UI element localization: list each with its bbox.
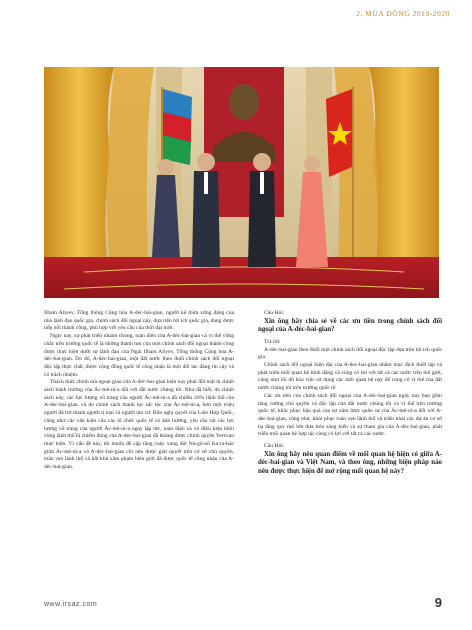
question-label: Câu Hỏi:	[264, 310, 285, 316]
paragraph: Các ưu tiên của chính sách đối ngoại của A-déc-bai-gian ngày nay bao gồm tăng cường chủ quyền và độc lập của đất nước chúng tôi và vị thế trên trường quốc tế, khắc phục hậu quả của sự xâm lược quân sự của Ác-mê-ni-a đối với A-déc-bai-gian, cũng như, khôi phục toàn vẹn lãnh thổ và triển khai các dự án cơ sở hạ tầng quy mô lớn dựa trên sáng kiến và sự tham gia của A-déc-bai-gian, phát triển mối quan hệ hợp tác cùng có lợi với tất cả các nước.	[258, 392, 442, 438]
answer-label: Trả lời:	[264, 338, 281, 345]
left-column	[44, 310, 234, 472]
page-number: 9	[434, 595, 442, 610]
right-column	[258, 310, 442, 477]
question-text: Xin ông hãy nêu quan điểm về mối quan hệ hiện có giữa A-déc-bai-gian và Việt Nam, và theo ông, những biện pháp nào nên được thực hiện để mở rộng mối quan hệ này?	[258, 450, 442, 475]
paragraph: A-déc-bai-gian theo đuổi một chính sách đối ngoại độc lập dựa trên lợi ích quốc gia.	[258, 346, 442, 361]
question-text: Xin ông hãy chia sẻ về các ưu tiên trong chính sách đối ngoại của A-déc-bai-gian?	[258, 317, 442, 334]
paragraph: Thách thức chính mà ngoại giao của A-déc-bai-gian hiện nay phải đối mặt là chính sách bành trướng của Ác-mê-ni-a đối với đất nước chúng tôi. Như đã biết, do chính sách này, các lực lượng vũ trang của người Ác-mê-ni-a đã chiếm 20% lãnh thổ của A-déc-bai-gian, và do chính sách thanh lọc sắc tộc của Ác-mê-ni-a, hơn một triệu người đã trở thành người tị nạn và người tản cư. Bốn nghị quyết của Liên Hợp Quốc, cũng như các văn kiện của các tổ chức quốc tế có ảnh hưởng, yêu cầu rút các lực lượng vũ trang của người Ác-mê-ni-a ngay lập tức, toàn diện và vô điều kiện khỏi vùng lãnh thổ bị chiếm đóng của A-déc-bai-gian đã không được chính quyền Yerevan thực hiện. Vì vấn đề này, tôi muốn đề cập rằng cuộc xung đột Na-gô-nô Ka-ra-bác giữa Ác-mê-ni-a và A-déc-bai-gian chỉ nên được giải quyết trên cơ sở chủ quyền, toàn vẹn lãnh thổ và bất khả xâm phạm biên giới đã được quốc tế công nhận của A-déc-bai-gian.	[44, 379, 234, 471]
paragraph: Ngày nay, sự phát triển nhanh chóng, toàn diện của A-déc-bai-gian và vị thế vững chắc trên trường quốc tế là những thành tựu của một chính sách đối ngoại thành công được thực hiện dưới sự lãnh đạo của Ngài Ilham Aliyev, Tổng thống Cộng hòa A-déc-bai-gian. Do đó, A-déc-bai-gian, một đất nước theo đuổi chính sách đối ngoại độc lập thực chất, được cộng đồng quốc tế công nhận là một đối tác đáng tin cậy và có trách nhiệm.	[44, 333, 234, 378]
question-label: Câu Hỏi:	[264, 443, 285, 450]
running-head: 2, MÙA ĐÔNG 2019-2020	[356, 9, 450, 18]
paragraph: Ilham Aliyev, Tổng thống Cộng hòa A-déc-bai-gian, người kế thừa xứng đáng của nhà lãnh đạo quốc gia, chính sách đối ngoại này, dựa trên lợi ích quốc gia, đang được tiếp nối thành công, phù hợp với yêu cầu của thời đại mới.	[44, 310, 234, 332]
website-link[interactable]: www.irsaz.com	[44, 601, 98, 608]
paragraph: Chính sách đối ngoại hiện đại của A-déc-bai-gian nhằm mục đích thiết lập và phát triển mối quan hệ bình đẳng và cùng có lợi với tất cả các nước trên thế giới, cũng như lôi đủ hòa việc sử dụng các mối quan hệ này để cùng có vị thế của đất nước chúng tôi trên trường quốc tế.	[258, 362, 442, 392]
photo-illustration	[44, 67, 439, 298]
meeting-photo	[44, 67, 439, 298]
